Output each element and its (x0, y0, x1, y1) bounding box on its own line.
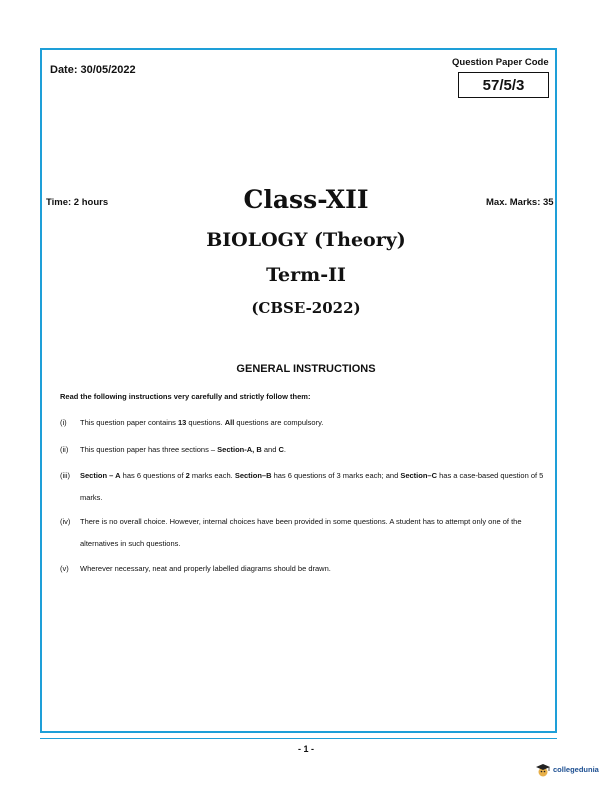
instruction-number: (i) (60, 418, 67, 427)
plain-text: There is no overall choice. However, internal choices have been provided in some questions. A student has to attempt only one of the alternatives in such questions. (80, 517, 522, 548)
max-marks: Max. Marks: 35 (486, 197, 554, 208)
plain-text: Wherever necessary, neat and properly labelled diagrams should be drawn. (80, 564, 331, 573)
question-paper-code-value: 57/5/3 (482, 76, 525, 94)
page-border (40, 48, 557, 733)
collegedunia-logo (535, 762, 599, 778)
instruction-number: (iv) (60, 517, 71, 526)
page-number: - 1 - (297, 744, 314, 754)
plain-text: has a case-based question of 5 marks. (80, 471, 544, 502)
plain-text: has 6 questions of 3 marks each; and (271, 471, 401, 480)
emphasis-text: Section – A (80, 471, 121, 480)
plain-text: . (283, 445, 286, 454)
emphasis-text: C (278, 445, 284, 454)
plain-text: and (261, 445, 279, 454)
board-title: (CBSE-2022) (251, 299, 361, 317)
instruction-text (80, 439, 558, 461)
plain-text: has 6 questions of (120, 471, 186, 480)
instruction-number: (ii) (60, 445, 69, 454)
instructions-lead: Read the following instructions very carefully and strictly follow them: (60, 392, 311, 401)
instructions-heading: GENERAL INSTRUCTIONS (236, 363, 376, 375)
emphasis-text: 2 (185, 471, 190, 480)
instruction-text (80, 412, 558, 434)
plain-text: This question paper has three sections – (80, 445, 218, 454)
class-title: Class-XII (243, 185, 369, 214)
emphasis-text: Section-A, B (217, 445, 262, 454)
emphasis-text: All (224, 418, 235, 427)
footer-rule (40, 738, 557, 739)
instruction-text (80, 558, 558, 580)
term-title: Term-II (266, 264, 346, 286)
emphasis-text: Section–B (234, 471, 272, 480)
instruction-text (80, 465, 558, 509)
instruction-number: (v) (60, 564, 69, 573)
exam-date: Date: 30/05/2022 (50, 64, 136, 76)
question-paper-code-label: Question Paper Code (452, 57, 549, 68)
logo-text: collegedunia (553, 765, 599, 774)
plain-text: This question paper contains (80, 418, 178, 427)
plain-text: questions. (186, 418, 225, 427)
mortarboard-icon (535, 762, 551, 778)
plain-text: marks each. (189, 471, 235, 480)
instruction-text (80, 511, 558, 555)
emphasis-text: Section–C (400, 471, 438, 480)
exam-time: Time: 2 hours (46, 197, 109, 208)
instruction-number: (iii) (60, 471, 70, 480)
emphasis-text: 13 (177, 418, 187, 427)
plain-text: questions are compulsory. (234, 418, 324, 427)
subject-title: BIOLOGY (Theory) (206, 229, 406, 251)
question-paper-code-box (458, 72, 549, 98)
